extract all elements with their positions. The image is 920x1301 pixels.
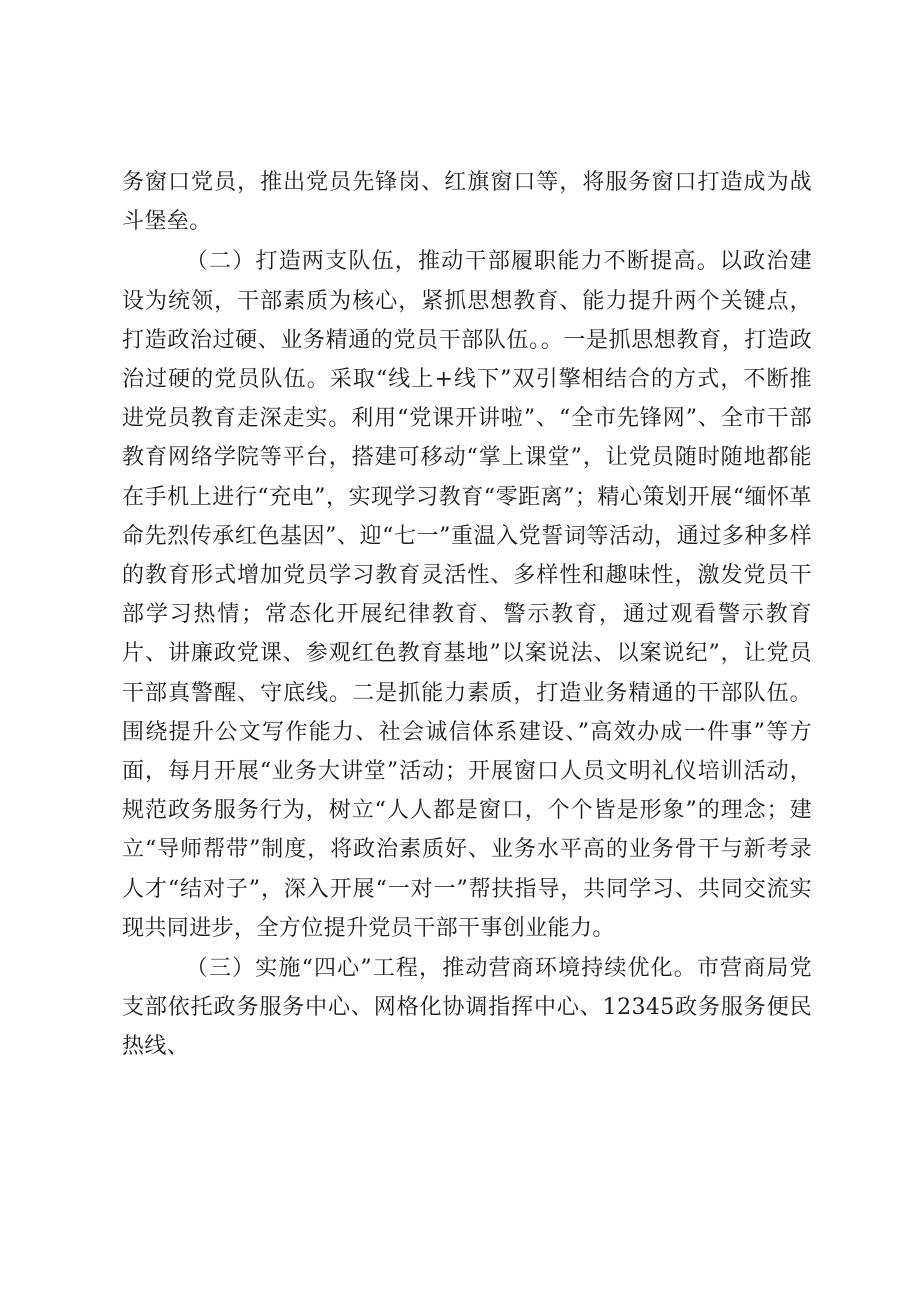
paragraph-section-two: （二）打造两支队伍，推动干部履职能力不断提高。以政治建设为统领，干部素质为核心，紧抓思想教育、能力提升两个关键点，打造政治过硬、业务精通的党员干部队伍。。一是抓思想教育，打造政治过硬的党员队伍。采取“线上+线下”双引擎相结合的方式，不断推进党员教育走深走实。利用“党课开讲啦”、“全市先锋网”、全市干部教育网络学院等平台，搭建可移动“掌上课堂”，让党员随时随地都能在手机上进行“充电”，实现学习教育“零距离”；精心策划开展“缅怀革命先烈传承红色基因”、迎“七一”重温入党誓词等活动，通过多种多样的教育形式增加党员学习教育灵活性、多样性和趣味性，激发党员干部学习热情；常态化开展纪律教育、警示教育，通过观看警示教育片、讲廉政党课、参观红色教育基地”以案说法、以案说纪”，让党员干部真警醒、守底线。二是抓能力素质，打造业务精通的干部队伍。围绕提升公文写作能力、社会诚信体系建设、”高效办成一件事”等方面，每月开展“业务大讲堂”活动；开展窗口人员文明礼仪培训活动，规范政务服务行为，树立“人人都是窗口，个个皆是形象”的理念；建立“导师帮带”制度，将政治素质好、业务水平高的业务骨干与新考录人才“结对子”，深入开展“一对一”帮扶指导，共同学习、共同交流实现共同进步，全方位提升党员干部干事创业能力。 bbox=[122, 249, 812, 941]
document-body bbox=[122, 163, 812, 1067]
paragraph-section-three: （三）实施“四心”工程，推动营商环境持续优化。市营商局党支部依托政务服务中心、网格化协调指挥中心、12345政务服务便民热线、 bbox=[122, 956, 812, 1060]
paragraph-continuation: 务窗口党员，推出党员先锋岗、红旗窗口等，将服务窗口打造成为战斗堡垒。 bbox=[122, 170, 812, 235]
